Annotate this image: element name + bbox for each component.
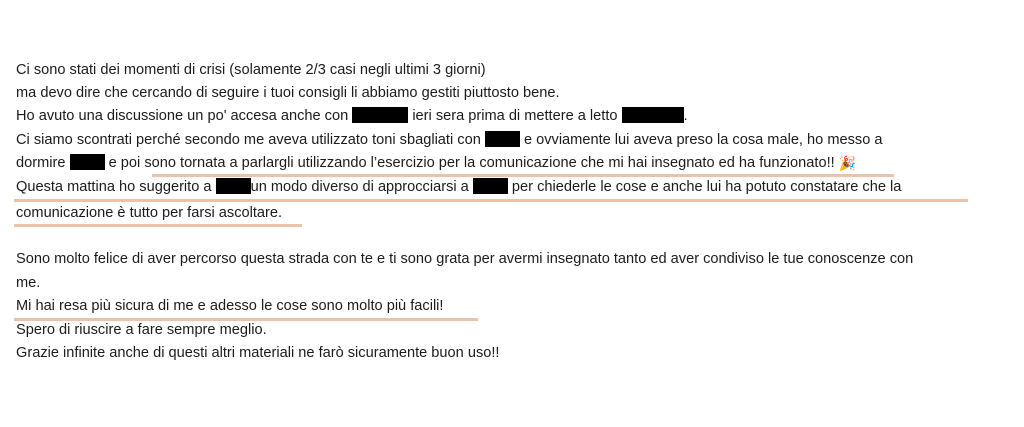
- highlighted-text: Questa mattina ho suggerito a: [16, 179, 212, 195]
- text-line: Ci sono stati dei momenti di crisi (solamente 2/3 casi negli ultimi 3 giorni): [16, 62, 486, 78]
- text-line: [16, 154, 856, 172]
- redacted-name: [216, 178, 251, 194]
- redacted-name: [70, 154, 105, 170]
- highlighted-text: Mi hai resa più sicura di me e adesso le cose sono molto più facili!: [16, 298, 444, 314]
- redacted-name: [473, 178, 508, 194]
- text-line: me.: [16, 275, 41, 291]
- text-segment: dormire: [16, 155, 66, 171]
- text-line: Spero di riuscire a fare sempre meglio.: [16, 322, 267, 338]
- highlighted-text: per chiederle le cose e anche lui ha potuto constatare che la: [511, 179, 902, 195]
- highlighted-text: comunicazione è tutto per farsi ascoltare.: [16, 205, 283, 221]
- underline-highlight: [14, 318, 478, 321]
- text-segment: e poi: [108, 155, 141, 171]
- text-line: [16, 178, 901, 196]
- text-line: [16, 107, 688, 125]
- highlighted-text: sono tornata a parlargli utilizzando l’esercizio per la comunicazione che mi hai insegnato ed ha funzionato!!: [144, 155, 835, 171]
- underline-highlight: [152, 174, 894, 177]
- underline-highlight: [14, 199, 968, 202]
- redacted-name: [622, 107, 684, 123]
- text-segment: .: [683, 108, 688, 124]
- underline-highlight: [14, 224, 302, 227]
- text-segment: Ho avuto una discussione un po' accesa anche con: [16, 108, 349, 124]
- redacted-name: [485, 131, 520, 147]
- text-segment: e ovviamente lui aveva preso la cosa male, ho messo a: [523, 132, 883, 148]
- redacted-name: [352, 107, 408, 123]
- text-line: ma devo dire che cercando di seguire i tuoi consigli li abbiamo gestiti piuttosto bene.: [16, 85, 560, 101]
- text-segment: Ci siamo scontrati perché secondo me aveva utilizzato toni sbagliati con: [16, 132, 481, 148]
- party-popper-icon: 🎉: [838, 155, 857, 171]
- text-line: Grazie infinite anche di questi altri materiali ne farò sicuramente buon uso!!: [16, 345, 500, 361]
- text-segment: ieri sera prima di mettere a letto: [412, 108, 618, 124]
- text-line: [16, 131, 882, 149]
- text-line: Sono molto felice di aver percorso questa strada con te e ti sono grata per avermi insegnato tanto ed aver condiviso le tue conoscenze con: [16, 251, 914, 267]
- highlighted-text: un modo diverso di approcciarsi a: [250, 179, 469, 195]
